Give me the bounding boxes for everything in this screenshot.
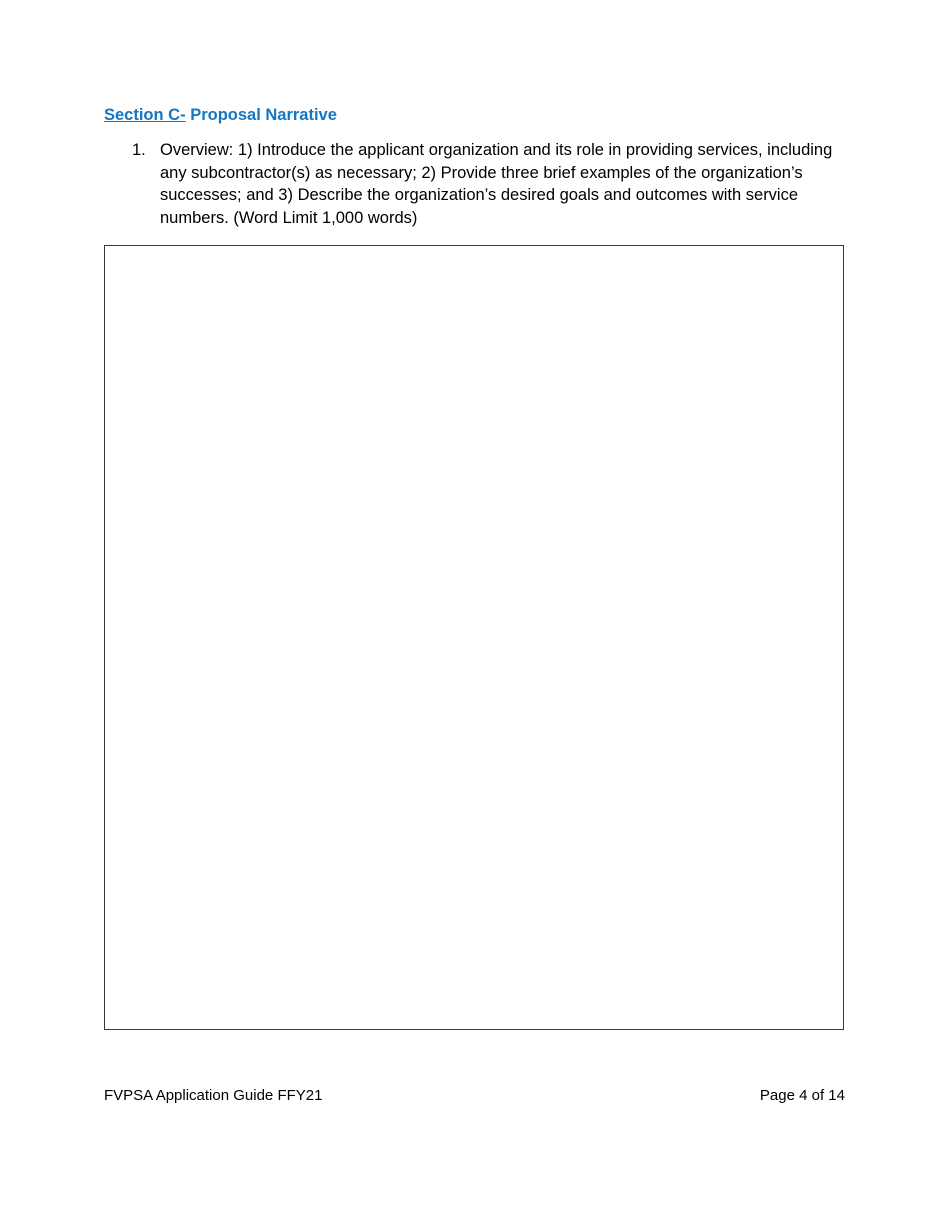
- footer-page-number: Page 4 of 14: [759, 1087, 845, 1104]
- question-item: [132, 139, 852, 229]
- section-title: Proposal Narrative: [190, 106, 337, 124]
- question-number: 1.: [132, 141, 146, 159]
- section-heading: [104, 106, 337, 125]
- section-label[interactable]: Section C-: [104, 106, 186, 124]
- response-text-box[interactable]: [104, 245, 844, 1030]
- question-text: Overview: 1) Introduce the applicant organization and its role in providing services, including any subcontractor(s) as necessary; 2) Provide three brief examples of the organization’s successes; and 3) Describe the organization’s desired goals and outcomes with service numbers. (Word Limit 1,000 words): [160, 141, 833, 227]
- footer-document-title: FVPSA Application Guide FFY21: [104, 1087, 323, 1104]
